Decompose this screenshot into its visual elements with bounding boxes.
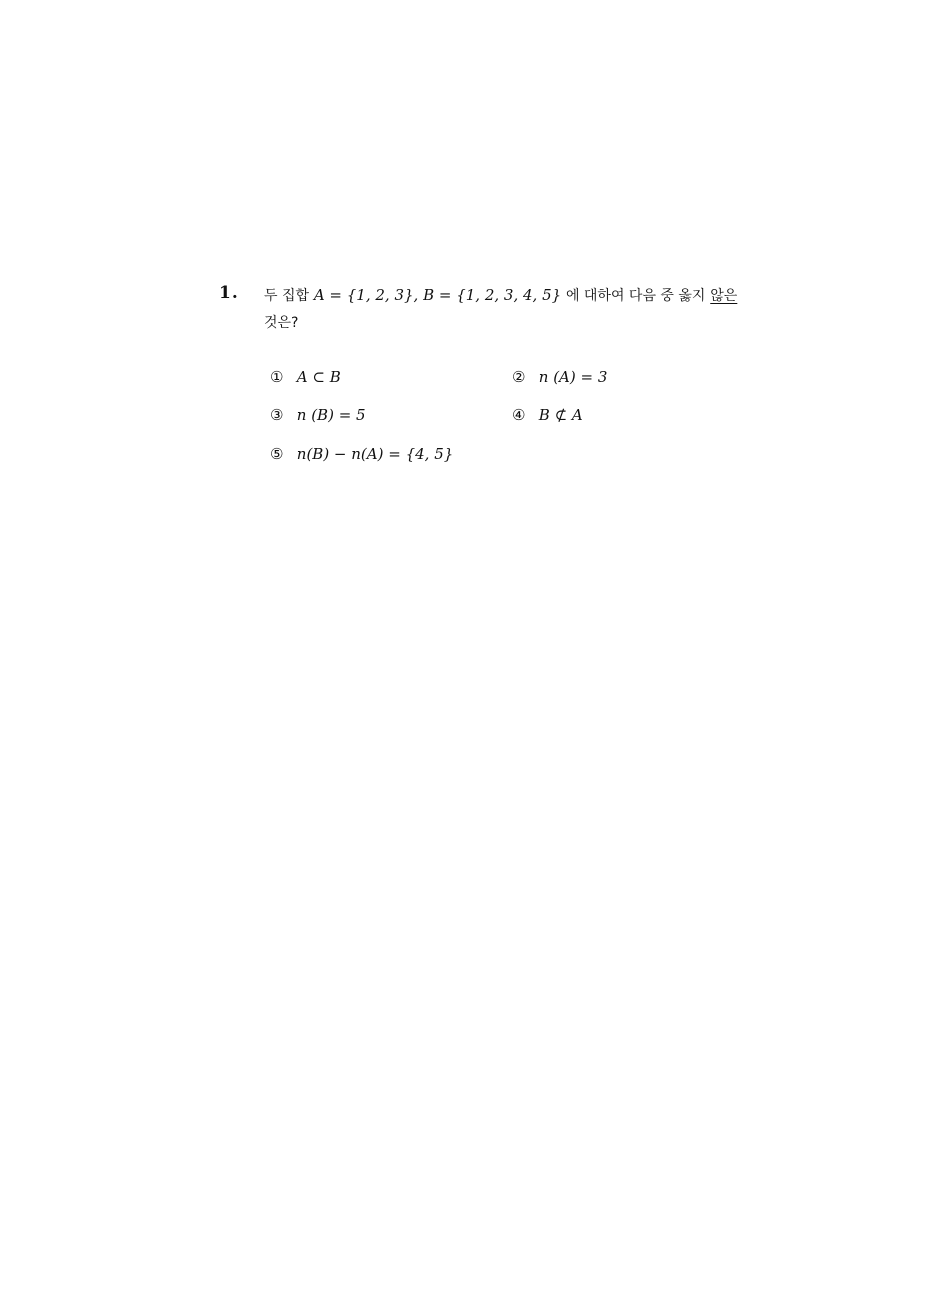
choice-5[interactable] — [270, 445, 453, 463]
choice-5-marker: ⑤ — [270, 445, 284, 463]
question-emphasis: 않은 — [710, 288, 738, 304]
choice-3[interactable] — [270, 406, 366, 424]
choice-4-expression: B ⊄ A — [538, 406, 583, 424]
choice-1[interactable] — [270, 368, 341, 386]
choice-2-marker: ② — [512, 368, 526, 386]
choice-1-marker: ① — [270, 368, 284, 386]
question-middle: 에 대하여 다음 중 옳지 — [565, 288, 706, 304]
question-number: 1. — [219, 283, 239, 303]
choice-1-expression: A ⊂ B — [296, 368, 341, 386]
choice-2[interactable] — [512, 368, 607, 386]
choice-3-marker: ③ — [270, 406, 284, 424]
choice-5-expression: n(B) − n(A) = {4, 5} — [296, 445, 454, 463]
choice-4-marker: ④ — [512, 406, 526, 424]
question-prefix: 두 집합 — [264, 288, 310, 304]
choice-4[interactable] — [512, 406, 583, 424]
choice-3-expression: n (B) = 5 — [296, 406, 366, 424]
question-text-line-1 — [264, 285, 737, 305]
choice-2-expression: n (A) = 3 — [538, 368, 608, 386]
question-sets: A = {1, 2, 3}, B = {1, 2, 3, 4, 5} — [313, 286, 562, 304]
question-text-line-2: 것은? — [264, 315, 299, 331]
